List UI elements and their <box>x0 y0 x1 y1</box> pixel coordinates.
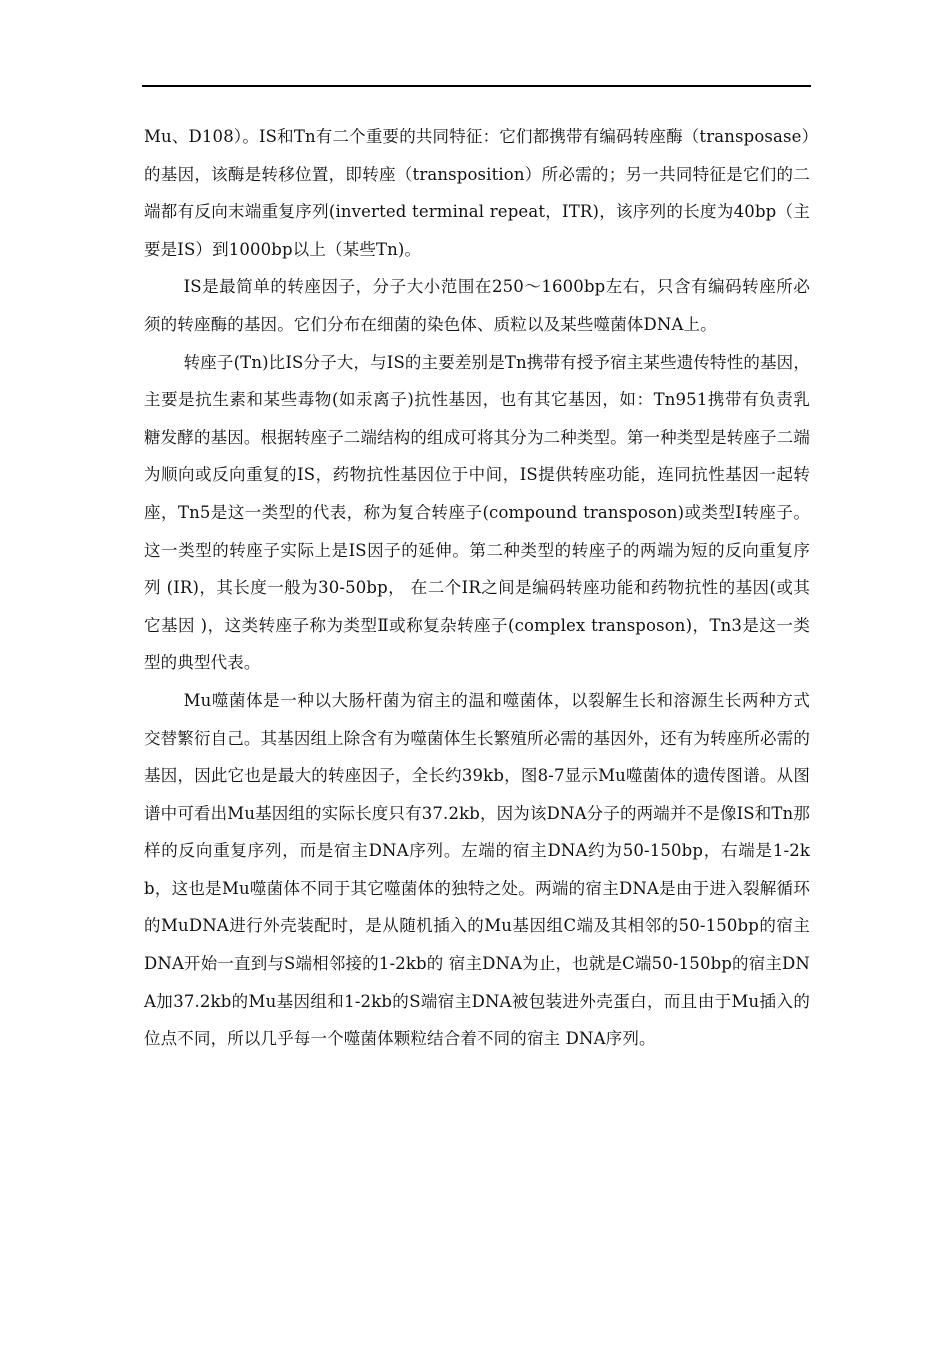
header-rule <box>142 85 811 87</box>
body-text <box>144 118 810 1058</box>
paragraph-transposon: 转座子(Tn)比IS分子大，与IS的主要差别是Tn携带有授予宿主某些遗传特性的基因，主要是抗生素和某些毒物(如汞离子)抗性基因，也有其它基因，如：Tn951携带有负责乳糖发酵的基因。根据转座子二端结构的组成可将其分为二种类型。第一种类型是转座子二端为顺向或反向重复的IS，药物抗性基因位于中间，IS提供转座功能，连同抗性基因一起转座，Tn5是这一类型的代表，称为复合转座子(compound transposon)或类型Ⅰ转座子。这一类型的转座子实际上是IS因子的延伸。第二种类型的转座子的两端为短的反向重复序列 (IR)，其长度一般为30-50bp， 在二个IR之间是编码转座功能和药物抗性的基因(或其它基因 )，这类转座子称为类型Ⅱ或称复杂转座子(complex transposon)，Tn3是这一类型的典型代表。 <box>144 352 810 673</box>
paragraph-transposable-elements-features: Mu、D108）。IS和Tn有二个重要的共同特征：它们都携带有编码转座酶（transposase）的基因，该酶是转移位置，即转座（transposition）所必需的；另一共同特征是它们的二端都有反向末端重复序列(inverted terminal repeat，ITR)，该序列的长度为40bp（主要是IS）到1000bp以上（某些Tn)。 <box>144 127 810 259</box>
paragraph-insertion-sequence: IS是最简单的转座因子，分子大小范围在250～1600bp左右，只含有编码转座所必须的转座酶的基因。它们分布在细菌的染色体、质粒以及某些噬菌体DNA上。 <box>144 277 810 334</box>
paragraph-mu-phage: Mu噬菌体是一种以大肠杆菌为宿主的温和噬菌体，以裂解生长和溶源生长两种方式交替繁衍自己。其基因组上除含有为噬菌体生长繁殖所必需的基因外，还有为转座所必需的基因，因此它也是最大的转座因子，全长约39kb，图8-7显示Mu噬菌体的遗传图谱。从图谱中可看出Mu基因组的实际长度只有37.2kb，因为该DNA分子的两端并不是像IS和Tn那样的反向重复序列，而是宿主DNA序列。左端的宿主DNA约为50-150bp，右端是1-2kb，这也是Mu噬菌体不同于其它噬菌体的独特之处。两端的宿主DNA是由于进入裂解循环的MuDNA进行外壳装配时，是从随机插入的Mu基因组C端及其相邻的50-150bp的宿主DNA开始一直到与S端相邻接的1-2kb的 宿主DNA为止，也就是C端50-150bp的宿主DNA加37.2kb的Mu基因组和1-2kb的S端宿主DNA被包装进外壳蛋白，而且由于Mu插入的位点不同，所以几乎每一个噬菌体颗粒结合着不同的宿主 DNA序列。 <box>144 690 810 1049</box>
